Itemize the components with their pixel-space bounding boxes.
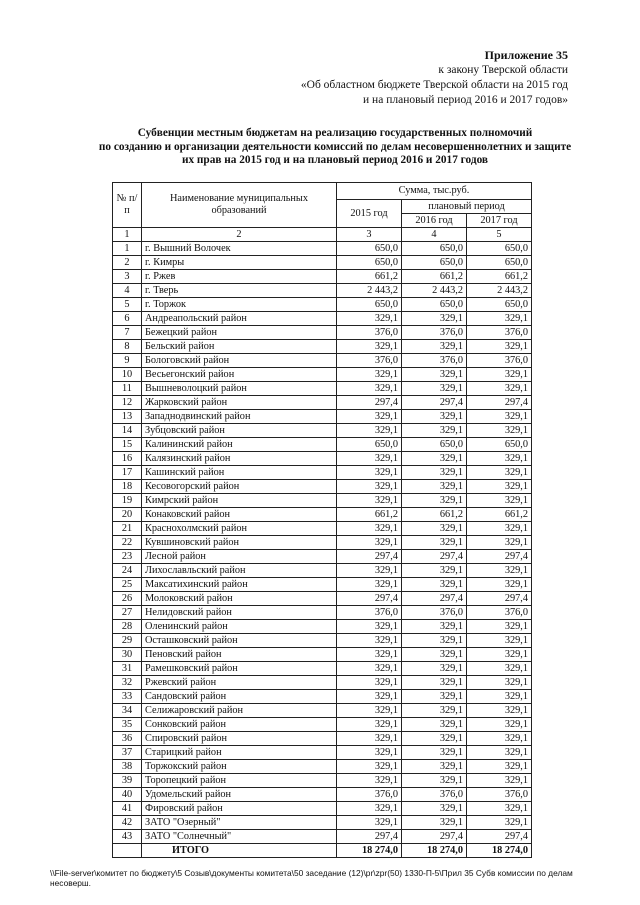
value-2016: 329,1 xyxy=(402,382,467,396)
municipality-name: Андреапольский район xyxy=(142,312,337,326)
row-number: 9 xyxy=(113,354,142,368)
value-2016: 329,1 xyxy=(402,368,467,382)
value-2017: 650,0 xyxy=(467,438,532,452)
value-2015: 376,0 xyxy=(337,354,402,368)
municipality-name: Сонковский район xyxy=(142,718,337,732)
value-2017: 329,1 xyxy=(467,746,532,760)
municipality-name: ЗАТО "Солнечный" xyxy=(142,830,337,844)
municipality-name: г. Ржев xyxy=(142,270,337,284)
table-row xyxy=(113,438,532,452)
row-number: 3 xyxy=(113,270,142,284)
total-2016: 18 274,0 xyxy=(402,844,467,858)
value-2016: 329,1 xyxy=(402,620,467,634)
value-2016: 329,1 xyxy=(402,816,467,830)
col-number-4: 4 xyxy=(402,228,467,242)
row-number: 19 xyxy=(113,494,142,508)
table-row xyxy=(113,592,532,606)
municipality-name: Молоковский район xyxy=(142,592,337,606)
value-2017: 376,0 xyxy=(467,354,532,368)
value-2015: 376,0 xyxy=(337,606,402,620)
value-2016: 2 443,2 xyxy=(402,284,467,298)
value-2016: 329,1 xyxy=(402,452,467,466)
value-2016: 329,1 xyxy=(402,522,467,536)
value-2015: 329,1 xyxy=(337,662,402,676)
row-number: 38 xyxy=(113,760,142,774)
row-number: 41 xyxy=(113,802,142,816)
row-number: 29 xyxy=(113,634,142,648)
value-2015: 297,4 xyxy=(337,550,402,564)
row-number: 10 xyxy=(113,368,142,382)
value-2017: 329,1 xyxy=(467,578,532,592)
value-2016: 329,1 xyxy=(402,774,467,788)
value-2017: 650,0 xyxy=(467,298,532,312)
municipality-name: Кувшиновский район xyxy=(142,536,337,550)
table-row xyxy=(113,620,532,634)
municipality-name: Жарковский район xyxy=(142,396,337,410)
table-row xyxy=(113,788,532,802)
municipality-name: Весьегонский район xyxy=(142,368,337,382)
value-2016: 329,1 xyxy=(402,564,467,578)
value-2016: 329,1 xyxy=(402,662,467,676)
value-2015: 297,4 xyxy=(337,396,402,410)
table-row xyxy=(113,802,532,816)
table-row xyxy=(113,676,532,690)
value-2016: 329,1 xyxy=(402,718,467,732)
value-2015: 297,4 xyxy=(337,592,402,606)
total-2017: 18 274,0 xyxy=(467,844,532,858)
table-row xyxy=(113,466,532,480)
value-2016: 297,4 xyxy=(402,830,467,844)
value-2016: 376,0 xyxy=(402,326,467,340)
value-2015: 650,0 xyxy=(337,256,402,270)
table-row xyxy=(113,382,532,396)
value-2015: 329,1 xyxy=(337,634,402,648)
table-body xyxy=(113,242,532,844)
value-2015: 329,1 xyxy=(337,522,402,536)
value-2016: 329,1 xyxy=(402,704,467,718)
value-2017: 329,1 xyxy=(467,816,532,830)
row-number: 1 xyxy=(113,242,142,256)
municipality-name: г. Вышний Волочек xyxy=(142,242,337,256)
value-2017: 329,1 xyxy=(467,802,532,816)
table-row xyxy=(113,410,532,424)
value-2015: 329,1 xyxy=(337,494,402,508)
value-2016: 297,4 xyxy=(402,550,467,564)
value-2016: 329,1 xyxy=(402,312,467,326)
value-2017: 329,1 xyxy=(467,634,532,648)
table-header xyxy=(113,183,532,242)
value-2017: 329,1 xyxy=(467,480,532,494)
municipality-name: г. Тверь xyxy=(142,284,337,298)
table-row xyxy=(113,704,532,718)
appendix-line-3: и на плановый период 2016 и 2017 годов» xyxy=(363,94,568,106)
municipality-name: Зубцовский район xyxy=(142,424,337,438)
total-row xyxy=(113,844,532,858)
value-2016: 650,0 xyxy=(402,242,467,256)
municipality-name: Торопецкий район xyxy=(142,774,337,788)
value-2015: 2 443,2 xyxy=(337,284,402,298)
document-title-line-2: по созданию и организации деятельности комиссий по делам несовершеннолетних и защите xyxy=(98,140,572,153)
row-number: 8 xyxy=(113,340,142,354)
row-number: 17 xyxy=(113,466,142,480)
municipality-name: г. Торжок xyxy=(142,298,337,312)
value-2017: 329,1 xyxy=(467,312,532,326)
value-2016: 376,0 xyxy=(402,788,467,802)
municipality-name: Ржевский район xyxy=(142,676,337,690)
municipality-name: г. Кимры xyxy=(142,256,337,270)
table-row xyxy=(113,536,532,550)
value-2017: 329,1 xyxy=(467,368,532,382)
header-sum: Сумма, тыс.руб. xyxy=(337,183,532,200)
table-row xyxy=(113,256,532,270)
value-2015: 297,4 xyxy=(337,830,402,844)
value-2015: 329,1 xyxy=(337,732,402,746)
row-number: 27 xyxy=(113,606,142,620)
row-number: 13 xyxy=(113,410,142,424)
value-2017: 329,1 xyxy=(467,424,532,438)
header-name: Наименование муниципальных образований xyxy=(142,183,337,228)
municipality-name: Бельский район xyxy=(142,340,337,354)
table-row xyxy=(113,634,532,648)
value-2016: 661,2 xyxy=(402,508,467,522)
table-row xyxy=(113,354,532,368)
table-row xyxy=(113,648,532,662)
value-2017: 329,1 xyxy=(467,522,532,536)
table-row xyxy=(113,480,532,494)
table-row xyxy=(113,368,532,382)
municipality-name: Конаковский район xyxy=(142,508,337,522)
value-2015: 329,1 xyxy=(337,802,402,816)
value-2017: 329,1 xyxy=(467,732,532,746)
value-2015: 376,0 xyxy=(337,326,402,340)
value-2016: 329,1 xyxy=(402,746,467,760)
municipality-name: Бологовский район xyxy=(142,354,337,368)
value-2015: 329,1 xyxy=(337,760,402,774)
municipality-name: Бежецкий район xyxy=(142,326,337,340)
value-2017: 329,1 xyxy=(467,536,532,550)
municipality-name: Фировский район xyxy=(142,802,337,816)
header-2017: 2017 год xyxy=(467,214,532,228)
row-number: 15 xyxy=(113,438,142,452)
table-row xyxy=(113,284,532,298)
value-2015: 661,2 xyxy=(337,508,402,522)
header-num: № п/п xyxy=(113,183,142,228)
value-2016: 329,1 xyxy=(402,424,467,438)
row-number: 11 xyxy=(113,382,142,396)
value-2017: 329,1 xyxy=(467,620,532,634)
value-2017: 2 443,2 xyxy=(467,284,532,298)
value-2015: 661,2 xyxy=(337,270,402,284)
municipality-name: Удомельский район xyxy=(142,788,337,802)
row-number: 5 xyxy=(113,298,142,312)
value-2015: 329,1 xyxy=(337,480,402,494)
document-title xyxy=(90,127,580,168)
row-number: 14 xyxy=(113,424,142,438)
municipality-name: Краснохолмский район xyxy=(142,522,337,536)
file-path-footer: \\File-server\комитет по бюджету\5 Созыв\документы комитета\50 заседание (12)\pr\zpr(50) 1330-П-5\Прил 35 Субв комиссии по делам несоверш. xyxy=(50,868,573,888)
value-2016: 329,1 xyxy=(402,410,467,424)
appendix-header xyxy=(301,48,568,108)
row-number: 36 xyxy=(113,732,142,746)
row-number: 42 xyxy=(113,816,142,830)
value-2015: 650,0 xyxy=(337,298,402,312)
header-plan-period: плановый период xyxy=(402,200,532,214)
table-row xyxy=(113,340,532,354)
value-2017: 329,1 xyxy=(467,676,532,690)
row-number: 26 xyxy=(113,592,142,606)
value-2015: 329,1 xyxy=(337,340,402,354)
table-row xyxy=(113,774,532,788)
value-2017: 329,1 xyxy=(467,410,532,424)
row-number: 25 xyxy=(113,578,142,592)
col-number-5: 5 xyxy=(467,228,532,242)
value-2017: 329,1 xyxy=(467,564,532,578)
table-row xyxy=(113,396,532,410)
value-2016: 329,1 xyxy=(402,494,467,508)
appendix-title: Приложение 35 xyxy=(484,48,568,62)
municipality-name: Селижаровский район xyxy=(142,704,337,718)
table-row xyxy=(113,242,532,256)
row-number: 21 xyxy=(113,522,142,536)
table-row xyxy=(113,270,532,284)
value-2015: 650,0 xyxy=(337,438,402,452)
value-2017: 329,1 xyxy=(467,760,532,774)
value-2017: 297,4 xyxy=(467,550,532,564)
row-number: 4 xyxy=(113,284,142,298)
value-2016: 329,1 xyxy=(402,466,467,480)
value-2017: 329,1 xyxy=(467,704,532,718)
value-2015: 329,1 xyxy=(337,536,402,550)
row-number: 39 xyxy=(113,774,142,788)
row-number: 37 xyxy=(113,746,142,760)
value-2017: 661,2 xyxy=(467,270,532,284)
value-2016: 650,0 xyxy=(402,256,467,270)
table-row xyxy=(113,662,532,676)
municipality-name: Кимрский район xyxy=(142,494,337,508)
row-number: 7 xyxy=(113,326,142,340)
value-2017: 297,4 xyxy=(467,830,532,844)
value-2017: 329,1 xyxy=(467,382,532,396)
value-2017: 329,1 xyxy=(467,452,532,466)
row-number: 40 xyxy=(113,788,142,802)
value-2016: 376,0 xyxy=(402,606,467,620)
value-2017: 329,1 xyxy=(467,662,532,676)
value-2015: 329,1 xyxy=(337,774,402,788)
value-2017: 661,2 xyxy=(467,508,532,522)
table-row xyxy=(113,326,532,340)
value-2016: 329,1 xyxy=(402,802,467,816)
municipality-name: Старицкий район xyxy=(142,746,337,760)
value-2015: 329,1 xyxy=(337,704,402,718)
value-2015: 329,1 xyxy=(337,452,402,466)
header-2016: 2016 год xyxy=(402,214,467,228)
value-2016: 297,4 xyxy=(402,396,467,410)
row-number: 6 xyxy=(113,312,142,326)
municipality-name: Рамешковский район xyxy=(142,662,337,676)
table-row xyxy=(113,452,532,466)
value-2016: 329,1 xyxy=(402,676,467,690)
row-number: 23 xyxy=(113,550,142,564)
municipality-name: Торжокский район xyxy=(142,760,337,774)
value-2016: 650,0 xyxy=(402,298,467,312)
value-2015: 329,1 xyxy=(337,382,402,396)
value-2015: 329,1 xyxy=(337,690,402,704)
value-2017: 329,1 xyxy=(467,690,532,704)
value-2016: 661,2 xyxy=(402,270,467,284)
value-2017: 329,1 xyxy=(467,494,532,508)
value-2017: 297,4 xyxy=(467,592,532,606)
table-row xyxy=(113,424,532,438)
row-number: 2 xyxy=(113,256,142,270)
municipality-name: Оленинский район xyxy=(142,620,337,634)
value-2015: 329,1 xyxy=(337,746,402,760)
value-2015: 329,1 xyxy=(337,648,402,662)
municipality-name: Кашинский район xyxy=(142,466,337,480)
value-2016: 329,1 xyxy=(402,760,467,774)
municipality-name: Осташковский район xyxy=(142,634,337,648)
value-2016: 297,4 xyxy=(402,592,467,606)
table-row xyxy=(113,298,532,312)
table-row xyxy=(113,816,532,830)
value-2017: 650,0 xyxy=(467,242,532,256)
table-row xyxy=(113,690,532,704)
value-2017: 329,1 xyxy=(467,340,532,354)
value-2015: 329,1 xyxy=(337,564,402,578)
value-2015: 329,1 xyxy=(337,312,402,326)
value-2016: 329,1 xyxy=(402,634,467,648)
municipality-name: Лихославльский район xyxy=(142,564,337,578)
appendix-line-1: к закону Тверской области xyxy=(438,64,568,76)
value-2016: 329,1 xyxy=(402,536,467,550)
value-2015: 329,1 xyxy=(337,410,402,424)
table-row xyxy=(113,312,532,326)
row-number: 35 xyxy=(113,718,142,732)
value-2015: 329,1 xyxy=(337,676,402,690)
value-2016: 376,0 xyxy=(402,354,467,368)
municipality-name: Нелидовский район xyxy=(142,606,337,620)
total-2015: 18 274,0 xyxy=(337,844,402,858)
municipality-name: Кесовогорский район xyxy=(142,480,337,494)
value-2015: 329,1 xyxy=(337,466,402,480)
table-row xyxy=(113,550,532,564)
row-number: 33 xyxy=(113,690,142,704)
table-row xyxy=(113,564,532,578)
value-2016: 650,0 xyxy=(402,438,467,452)
col-number-3: 3 xyxy=(337,228,402,242)
municipality-name: Западнодвинский район xyxy=(142,410,337,424)
document-title-line-1: Субвенции местным бюджетам на реализацию государственных полномочий xyxy=(137,127,533,139)
value-2015: 376,0 xyxy=(337,788,402,802)
row-number: 43 xyxy=(113,830,142,844)
municipality-name: Вышневолоцкий район xyxy=(142,382,337,396)
row-number: 30 xyxy=(113,648,142,662)
subsidies-table xyxy=(112,182,532,858)
document-title-line-3: их прав на 2015 год и на плановый период 2016 и 2017 годов xyxy=(181,154,489,166)
value-2017: 329,1 xyxy=(467,774,532,788)
value-2017: 376,0 xyxy=(467,606,532,620)
row-number: 20 xyxy=(113,508,142,522)
table-row xyxy=(113,732,532,746)
total-label: ИТОГО xyxy=(142,844,337,858)
value-2015: 329,1 xyxy=(337,620,402,634)
table-row xyxy=(113,606,532,620)
municipality-name: Спировский район xyxy=(142,732,337,746)
row-number: 16 xyxy=(113,452,142,466)
municipality-name: Калязинский район xyxy=(142,452,337,466)
row-number: 12 xyxy=(113,396,142,410)
value-2017: 376,0 xyxy=(467,326,532,340)
value-2017: 297,4 xyxy=(467,396,532,410)
value-2016: 329,1 xyxy=(402,732,467,746)
municipality-name: Сандовский район xyxy=(142,690,337,704)
table-row xyxy=(113,522,532,536)
value-2017: 329,1 xyxy=(467,648,532,662)
value-2016: 329,1 xyxy=(402,648,467,662)
table-row xyxy=(113,760,532,774)
row-number: 28 xyxy=(113,620,142,634)
value-2017: 329,1 xyxy=(467,466,532,480)
value-2017: 650,0 xyxy=(467,256,532,270)
table-row xyxy=(113,494,532,508)
value-2017: 376,0 xyxy=(467,788,532,802)
municipality-name: Пеновский район xyxy=(142,648,337,662)
value-2017: 329,1 xyxy=(467,718,532,732)
col-number-1: 1 xyxy=(113,228,142,242)
value-2015: 329,1 xyxy=(337,424,402,438)
value-2015: 329,1 xyxy=(337,368,402,382)
value-2016: 329,1 xyxy=(402,690,467,704)
value-2015: 329,1 xyxy=(337,578,402,592)
value-2016: 329,1 xyxy=(402,480,467,494)
table-row xyxy=(113,508,532,522)
column-numbers-row xyxy=(113,228,532,242)
row-number: 24 xyxy=(113,564,142,578)
col-number-2: 2 xyxy=(142,228,337,242)
header-2015: 2015 год xyxy=(337,200,402,228)
table-row xyxy=(113,718,532,732)
total-num-cell xyxy=(113,844,142,858)
value-2015: 329,1 xyxy=(337,816,402,830)
table-row xyxy=(113,830,532,844)
row-number: 34 xyxy=(113,704,142,718)
table-row xyxy=(113,578,532,592)
municipality-name: Калининский район xyxy=(142,438,337,452)
value-2015: 650,0 xyxy=(337,242,402,256)
table-row xyxy=(113,746,532,760)
value-2016: 329,1 xyxy=(402,340,467,354)
municipality-name: ЗАТО "Озерный" xyxy=(142,816,337,830)
value-2015: 329,1 xyxy=(337,718,402,732)
row-number: 31 xyxy=(113,662,142,676)
appendix-line-2: «Об областном бюджете Тверской области на 2015 год xyxy=(300,79,568,91)
municipality-name: Максатихинский район xyxy=(142,578,337,592)
row-number: 32 xyxy=(113,676,142,690)
row-number: 18 xyxy=(113,480,142,494)
value-2016: 329,1 xyxy=(402,578,467,592)
municipality-name: Лесной район xyxy=(142,550,337,564)
row-number: 22 xyxy=(113,536,142,550)
